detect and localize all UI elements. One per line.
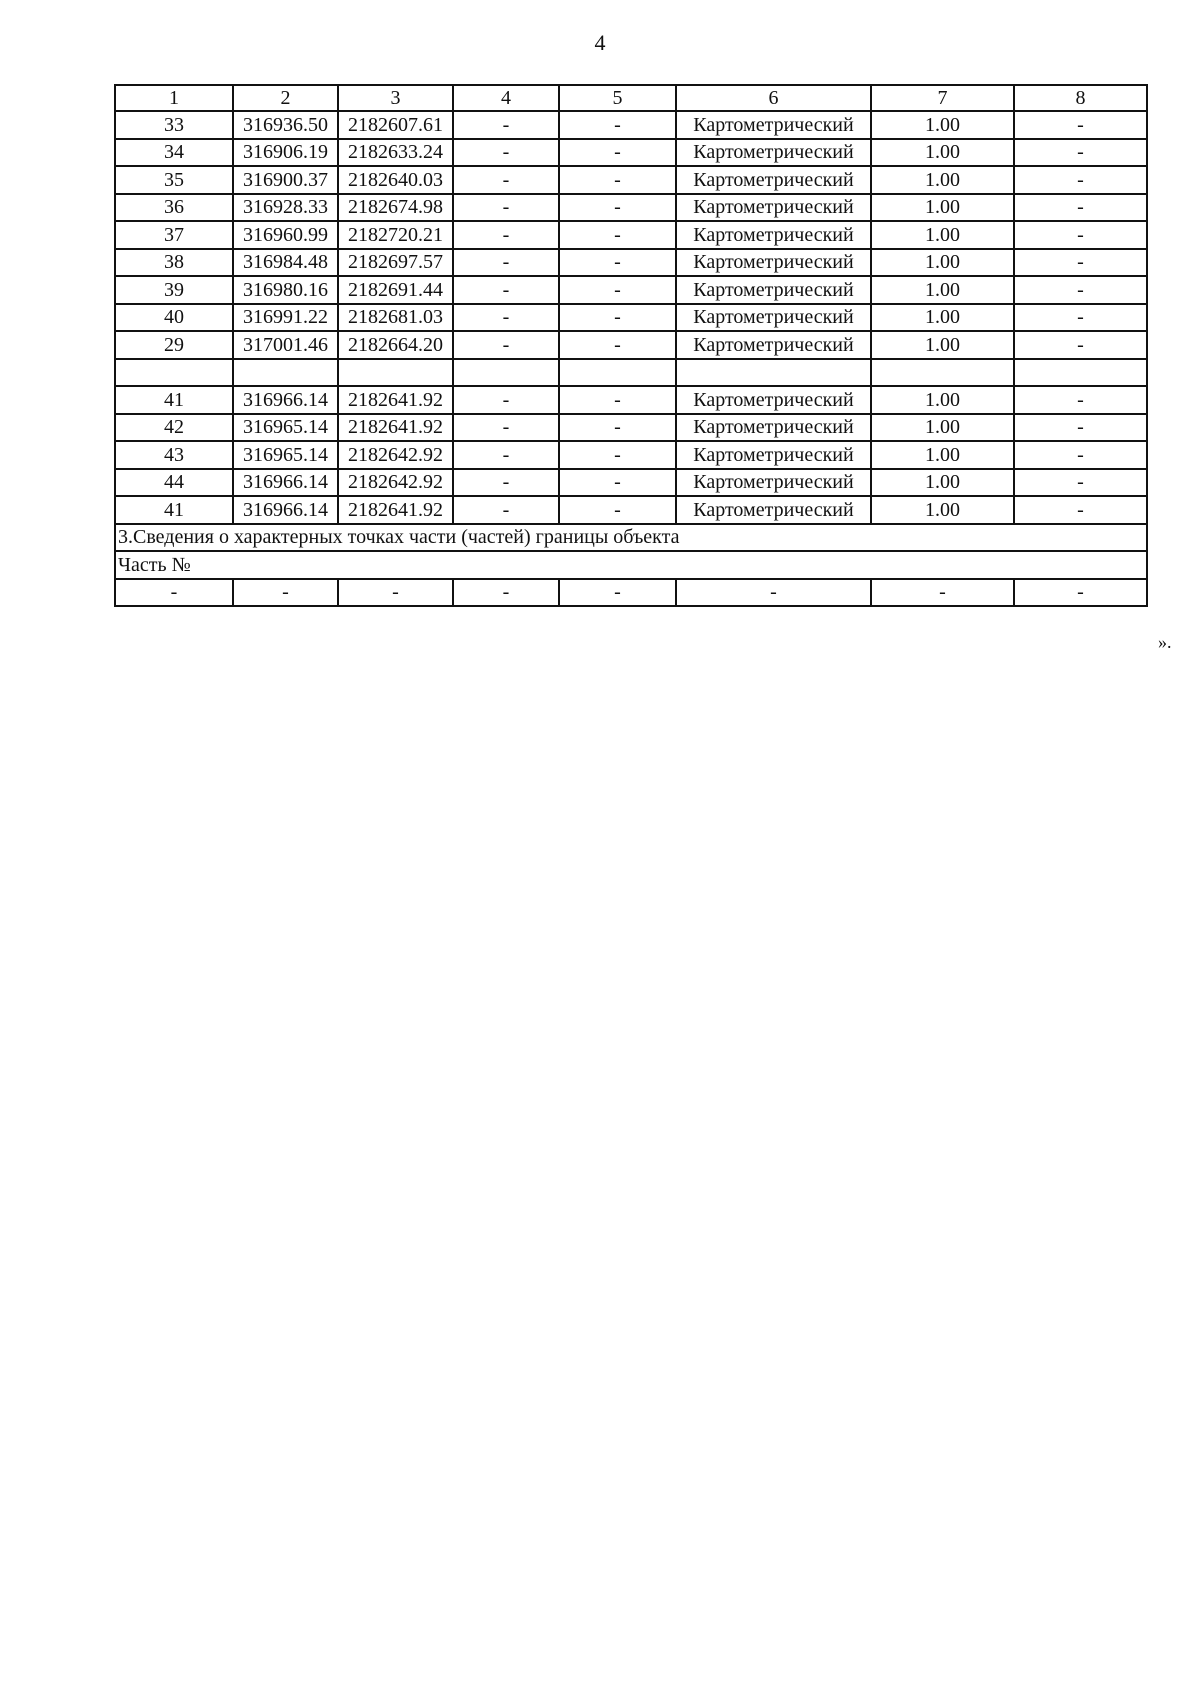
table-cell-col-6: Картометрический bbox=[676, 111, 871, 139]
table-cell-col-8: - bbox=[1014, 386, 1147, 414]
table-row bbox=[115, 276, 1147, 304]
table-cell-col-7: - bbox=[871, 579, 1014, 607]
table-cell-col-5: - bbox=[559, 331, 676, 359]
table-cell-col-3: 2182641.92 bbox=[338, 386, 453, 414]
table-cell-col-3: 2182691.44 bbox=[338, 276, 453, 304]
table-cell-col-2: 316991.22 bbox=[233, 304, 338, 332]
part-number-label-row bbox=[115, 551, 1147, 579]
table-cell-col-4: - bbox=[453, 469, 559, 497]
table-row bbox=[115, 469, 1147, 497]
table-cell-col-6: Картометрический bbox=[676, 386, 871, 414]
table-cell-col-1: 36 bbox=[115, 194, 233, 222]
table-cell-col-2: 316906.19 bbox=[233, 139, 338, 167]
table-cell-col-4: - bbox=[453, 194, 559, 222]
table-cell-col-1: 29 bbox=[115, 331, 233, 359]
table-cell-col-5: - bbox=[559, 414, 676, 442]
table-cell-col-8: - bbox=[1014, 166, 1147, 194]
empty-cell bbox=[1014, 359, 1147, 387]
table-cell-col-2: 316960.99 bbox=[233, 221, 338, 249]
table-cell-col-2: 316900.37 bbox=[233, 166, 338, 194]
table-cell-col-1: 35 bbox=[115, 166, 233, 194]
empty-cell bbox=[453, 359, 559, 387]
part-number-label: Часть № bbox=[115, 551, 1147, 579]
table-cell-col-7: 1.00 bbox=[871, 249, 1014, 277]
page-number: 4 bbox=[594, 30, 606, 55]
table-cell-col-6: Картометрический bbox=[676, 414, 871, 442]
table-cell-col-2: 316966.14 bbox=[233, 469, 338, 497]
section-3-title: 3.Сведения о характерных точках части (частей) границы объекта bbox=[115, 524, 1147, 552]
table-cell-col-7: 1.00 bbox=[871, 414, 1014, 442]
table-cell-col-1: 1 bbox=[115, 85, 233, 111]
table-cell-col-8: - bbox=[1014, 579, 1147, 607]
table-cell-col-2: 316980.16 bbox=[233, 276, 338, 304]
table-cell-col-4: - bbox=[453, 441, 559, 469]
table-cell-col-3: 3 bbox=[338, 85, 453, 111]
table-header-row bbox=[115, 85, 1147, 111]
table-row bbox=[115, 221, 1147, 249]
empty-cell bbox=[233, 359, 338, 387]
table-cell-col-8: - bbox=[1014, 139, 1147, 167]
table-cell-col-5: - bbox=[559, 139, 676, 167]
table-cell-col-5: - bbox=[559, 194, 676, 222]
table-cell-col-8: - bbox=[1014, 194, 1147, 222]
table-row bbox=[115, 111, 1147, 139]
empty-cell bbox=[559, 359, 676, 387]
table-cell-col-7: 1.00 bbox=[871, 469, 1014, 497]
table-cell-col-3: 2182642.92 bbox=[338, 441, 453, 469]
table-cell-col-3: 2182720.21 bbox=[338, 221, 453, 249]
table-cell-col-5: - bbox=[559, 304, 676, 332]
table-cell-col-6: Картометрический bbox=[676, 304, 871, 332]
table-separator-row bbox=[115, 359, 1147, 387]
table-cell-col-3: 2182607.61 bbox=[338, 111, 453, 139]
table-cell-col-4: - bbox=[453, 276, 559, 304]
table-cell-col-3: 2182633.24 bbox=[338, 139, 453, 167]
table-cell-col-6: Картометрический bbox=[676, 249, 871, 277]
table-cell-col-6: Картометрический bbox=[676, 221, 871, 249]
table-cell-col-7: 7 bbox=[871, 85, 1014, 111]
table-cell-col-2: 316936.50 bbox=[233, 111, 338, 139]
table-cell-col-6: Картометрический bbox=[676, 166, 871, 194]
table-cell-col-5: - bbox=[559, 276, 676, 304]
table-cell-col-6: Картометрический bbox=[676, 194, 871, 222]
table-cell-col-1: 44 bbox=[115, 469, 233, 497]
table-cell-col-8: - bbox=[1014, 469, 1147, 497]
table-cell-col-8: - bbox=[1014, 414, 1147, 442]
table-cell-col-5: - bbox=[559, 469, 676, 497]
table-cell-col-1: 38 bbox=[115, 249, 233, 277]
table-cell-col-2: 316965.14 bbox=[233, 414, 338, 442]
empty-cell bbox=[676, 359, 871, 387]
table-cell-col-8: - bbox=[1014, 441, 1147, 469]
table-cell-col-7: 1.00 bbox=[871, 331, 1014, 359]
table-cell-col-4: - bbox=[453, 331, 559, 359]
table-cell-col-4: - bbox=[453, 249, 559, 277]
table-cell-col-7: 1.00 bbox=[871, 221, 1014, 249]
section-3-title-row bbox=[115, 524, 1147, 552]
table-cell-col-3: 2182664.20 bbox=[338, 331, 453, 359]
table-cell-col-7: 1.00 bbox=[871, 496, 1014, 524]
closing-quote-mark: ». bbox=[1158, 632, 1172, 652]
table-cell-col-8: - bbox=[1014, 249, 1147, 277]
table-row bbox=[115, 331, 1147, 359]
table-cell-col-2: 316966.14 bbox=[233, 386, 338, 414]
table-cell-col-5: - bbox=[559, 249, 676, 277]
table-body bbox=[115, 85, 1147, 606]
table-cell-col-8: - bbox=[1014, 304, 1147, 332]
table-cell-col-1: 40 bbox=[115, 304, 233, 332]
table-cell-col-7: 1.00 bbox=[871, 304, 1014, 332]
empty-cell bbox=[871, 359, 1014, 387]
table-cell-col-6: Картометрический bbox=[676, 331, 871, 359]
table-cell-col-7: 1.00 bbox=[871, 166, 1014, 194]
table-cell-col-2: 2 bbox=[233, 85, 338, 111]
empty-cell bbox=[338, 359, 453, 387]
table-cell-col-4: 4 bbox=[453, 85, 559, 111]
table-row bbox=[115, 166, 1147, 194]
table-cell-col-4: - bbox=[453, 139, 559, 167]
table-dash-row bbox=[115, 579, 1147, 607]
table-row bbox=[115, 386, 1147, 414]
table-cell-col-5: - bbox=[559, 496, 676, 524]
table-cell-col-6: Картометрический bbox=[676, 441, 871, 469]
table-cell-col-1: - bbox=[115, 579, 233, 607]
table-cell-col-4: - bbox=[453, 496, 559, 524]
table-cell-col-3: 2182641.92 bbox=[338, 414, 453, 442]
table-cell-col-8: - bbox=[1014, 111, 1147, 139]
table-cell-col-8: - bbox=[1014, 276, 1147, 304]
table-cell-col-4: - bbox=[453, 221, 559, 249]
table-cell-col-3: 2182697.57 bbox=[338, 249, 453, 277]
table-row bbox=[115, 249, 1147, 277]
table-cell-col-4: - bbox=[453, 304, 559, 332]
table-cell-col-1: 42 bbox=[115, 414, 233, 442]
table-cell-col-6: Картометрический bbox=[676, 276, 871, 304]
table-cell-col-7: 1.00 bbox=[871, 441, 1014, 469]
table-cell-col-2: 317001.46 bbox=[233, 331, 338, 359]
table-cell-col-1: 43 bbox=[115, 441, 233, 469]
table-cell-col-4: - bbox=[453, 579, 559, 607]
table-row bbox=[115, 304, 1147, 332]
table-cell-col-1: 34 bbox=[115, 139, 233, 167]
table-cell-col-2: 316928.33 bbox=[233, 194, 338, 222]
table-row bbox=[115, 139, 1147, 167]
table-cell-col-1: 41 bbox=[115, 386, 233, 414]
table-cell-col-5: - bbox=[559, 579, 676, 607]
table-cell-col-1: 33 bbox=[115, 111, 233, 139]
table-cell-col-6: Картометрический bbox=[676, 469, 871, 497]
table-cell-col-5: - bbox=[559, 221, 676, 249]
table-cell-col-7: 1.00 bbox=[871, 139, 1014, 167]
table-row bbox=[115, 441, 1147, 469]
table-cell-col-8: - bbox=[1014, 331, 1147, 359]
table-row bbox=[115, 414, 1147, 442]
table-cell-col-4: - bbox=[453, 386, 559, 414]
table-cell-col-8: 8 bbox=[1014, 85, 1147, 111]
table-cell-col-5: - bbox=[559, 111, 676, 139]
table-cell-col-5: - bbox=[559, 441, 676, 469]
table-cell-col-2: - bbox=[233, 579, 338, 607]
table-cell-col-3: 2182674.98 bbox=[338, 194, 453, 222]
table-cell-col-6: 6 bbox=[676, 85, 871, 111]
table-cell-col-6: - bbox=[676, 579, 871, 607]
boundary-points-table bbox=[114, 84, 1148, 607]
table-cell-col-1: 39 bbox=[115, 276, 233, 304]
table-cell-col-7: 1.00 bbox=[871, 386, 1014, 414]
table-cell-col-5: 5 bbox=[559, 85, 676, 111]
table-cell-col-5: - bbox=[559, 166, 676, 194]
empty-cell bbox=[115, 359, 233, 387]
table-cell-col-6: Картометрический bbox=[676, 139, 871, 167]
table-cell-col-2: 316966.14 bbox=[233, 496, 338, 524]
table-cell-col-2: 316984.48 bbox=[233, 249, 338, 277]
table-row bbox=[115, 194, 1147, 222]
table-cell-col-3: 2182640.03 bbox=[338, 166, 453, 194]
table-cell-col-6: Картометрический bbox=[676, 496, 871, 524]
table-cell-col-3: 2182642.92 bbox=[338, 469, 453, 497]
table-cell-col-8: - bbox=[1014, 221, 1147, 249]
table-cell-col-1: 37 bbox=[115, 221, 233, 249]
table-cell-col-4: - bbox=[453, 111, 559, 139]
table-cell-col-1: 41 bbox=[115, 496, 233, 524]
table-cell-col-7: 1.00 bbox=[871, 276, 1014, 304]
table-cell-col-3: - bbox=[338, 579, 453, 607]
table-cell-col-4: - bbox=[453, 166, 559, 194]
table-cell-col-3: 2182641.92 bbox=[338, 496, 453, 524]
table-cell-col-4: - bbox=[453, 414, 559, 442]
table-cell-col-5: - bbox=[559, 386, 676, 414]
table-row bbox=[115, 496, 1147, 524]
table-cell-col-2: 316965.14 bbox=[233, 441, 338, 469]
table-cell-col-7: 1.00 bbox=[871, 111, 1014, 139]
table-cell-col-3: 2182681.03 bbox=[338, 304, 453, 332]
table-cell-col-8: - bbox=[1014, 496, 1147, 524]
table-cell-col-7: 1.00 bbox=[871, 194, 1014, 222]
